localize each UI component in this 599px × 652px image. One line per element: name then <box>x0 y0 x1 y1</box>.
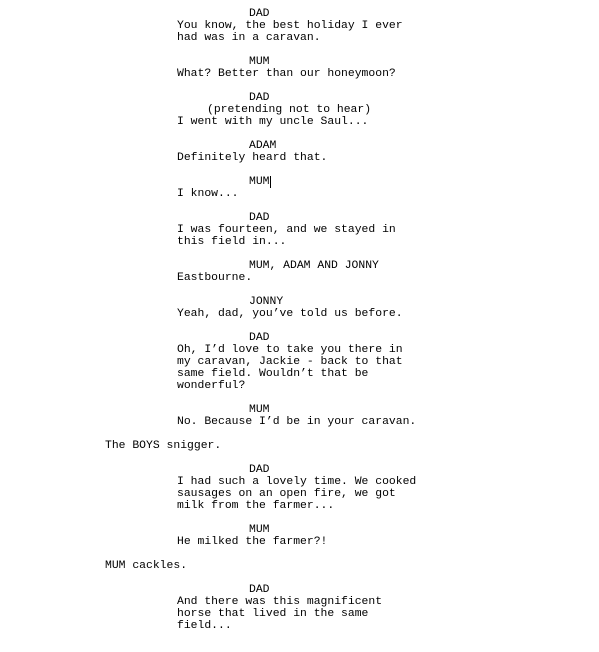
dialogue-line[interactable]: Definitely heard that. <box>177 152 328 164</box>
block-spacer <box>0 428 599 440</box>
block-spacer <box>0 548 599 560</box>
block-spacer <box>0 80 599 92</box>
block-spacer <box>0 572 599 584</box>
character-name[interactable] <box>0 92 599 104</box>
block-spacer <box>0 512 599 524</box>
text-cursor <box>270 176 271 188</box>
dialogue-line[interactable]: I had such a lovely time. We cooked <box>177 476 417 488</box>
dialogue-block <box>0 296 599 320</box>
character-name[interactable] <box>0 260 599 272</box>
dialogue-line[interactable]: Oh, I’d love to take you there in <box>177 344 403 356</box>
block-spacer <box>0 164 599 176</box>
dialogue-line[interactable]: same field. Wouldn’t that be <box>177 368 369 380</box>
block-spacer <box>0 452 599 464</box>
action-line[interactable]: The BOYS snigger. <box>105 440 222 452</box>
character-name-text: MUM, ADAM AND JONNY <box>249 260 379 272</box>
character-name-text: ADAM <box>249 140 277 152</box>
dialogue-block <box>0 584 599 632</box>
dialogue-line[interactable]: my caravan, Jackie - back to that <box>177 356 403 368</box>
dialogue-line[interactable]: milk from the farmer... <box>177 500 335 512</box>
dialogue-line[interactable]: this field in... <box>177 236 287 248</box>
dialogue-line[interactable]: horse that lived in the same <box>177 608 369 620</box>
character-name-text: DAD <box>249 212 270 224</box>
character-name-text: DAD <box>249 332 270 344</box>
dialogue-block <box>0 524 599 548</box>
dialogue-line[interactable]: had was in a caravan. <box>177 32 321 44</box>
dialogue-line[interactable]: Eastbourne. <box>177 272 253 284</box>
dialogue-line[interactable]: What? Better than our honeymoon? <box>177 68 396 80</box>
character-name[interactable] <box>0 524 599 536</box>
character-name[interactable] <box>0 332 599 344</box>
parenthetical[interactable]: (pretending not to hear) <box>207 104 372 116</box>
character-name-text: MUM <box>249 404 270 416</box>
dialogue-line[interactable]: You know, the best holiday I ever <box>177 20 403 32</box>
dialogue-line[interactable]: I know... <box>177 188 239 200</box>
block-spacer <box>0 248 599 260</box>
character-name[interactable] <box>0 404 599 416</box>
dialogue-line[interactable]: No. Because I’d be in your caravan. <box>177 416 417 428</box>
dialogue-line[interactable]: Yeah, dad, you’ve told us before. <box>177 308 403 320</box>
dialogue-line[interactable]: wonderful? <box>177 380 246 392</box>
dialogue-line[interactable]: He milked the farmer?! <box>177 536 328 548</box>
character-name[interactable] <box>0 212 599 224</box>
character-name[interactable] <box>0 8 599 20</box>
character-name-text: MUM <box>249 176 270 188</box>
dialogue-line[interactable]: I was fourteen, and we stayed in <box>177 224 396 236</box>
dialogue-block <box>0 140 599 164</box>
character-name[interactable] <box>0 56 599 68</box>
block-spacer <box>0 200 599 212</box>
action-line[interactable]: MUM cackles. <box>105 560 188 572</box>
character-name-text: DAD <box>249 92 270 104</box>
dialogue-block <box>0 92 599 128</box>
block-spacer <box>0 128 599 140</box>
character-name-text: JONNY <box>249 296 284 308</box>
dialogue-block <box>0 332 599 392</box>
dialogue-line[interactable]: I went with my uncle Saul... <box>177 116 369 128</box>
character-name-text: DAD <box>249 584 270 596</box>
dialogue-block <box>0 176 599 200</box>
character-name-text: DAD <box>249 464 270 476</box>
dialogue-block <box>0 404 599 428</box>
dialogue-block <box>0 260 599 284</box>
character-name[interactable] <box>0 176 599 188</box>
screenplay-page[interactable] <box>0 8 599 632</box>
action-block <box>0 440 599 452</box>
block-spacer <box>0 284 599 296</box>
action-block <box>0 560 599 572</box>
character-name[interactable] <box>0 140 599 152</box>
block-spacer <box>0 44 599 56</box>
dialogue-block <box>0 8 599 44</box>
character-name-text: MUM <box>249 56 270 68</box>
block-spacer <box>0 392 599 404</box>
character-name-text: MUM <box>249 524 270 536</box>
character-name[interactable] <box>0 584 599 596</box>
character-name[interactable] <box>0 296 599 308</box>
dialogue-line[interactable]: field... <box>177 620 232 632</box>
dialogue-line[interactable]: And there was this magnificent <box>177 596 383 608</box>
dialogue-block <box>0 56 599 80</box>
character-name-text: DAD <box>249 8 270 20</box>
character-name[interactable] <box>0 464 599 476</box>
dialogue-block <box>0 464 599 512</box>
dialogue-block <box>0 212 599 248</box>
dialogue-line[interactable]: sausages on an open fire, we got <box>177 488 396 500</box>
block-spacer <box>0 320 599 332</box>
